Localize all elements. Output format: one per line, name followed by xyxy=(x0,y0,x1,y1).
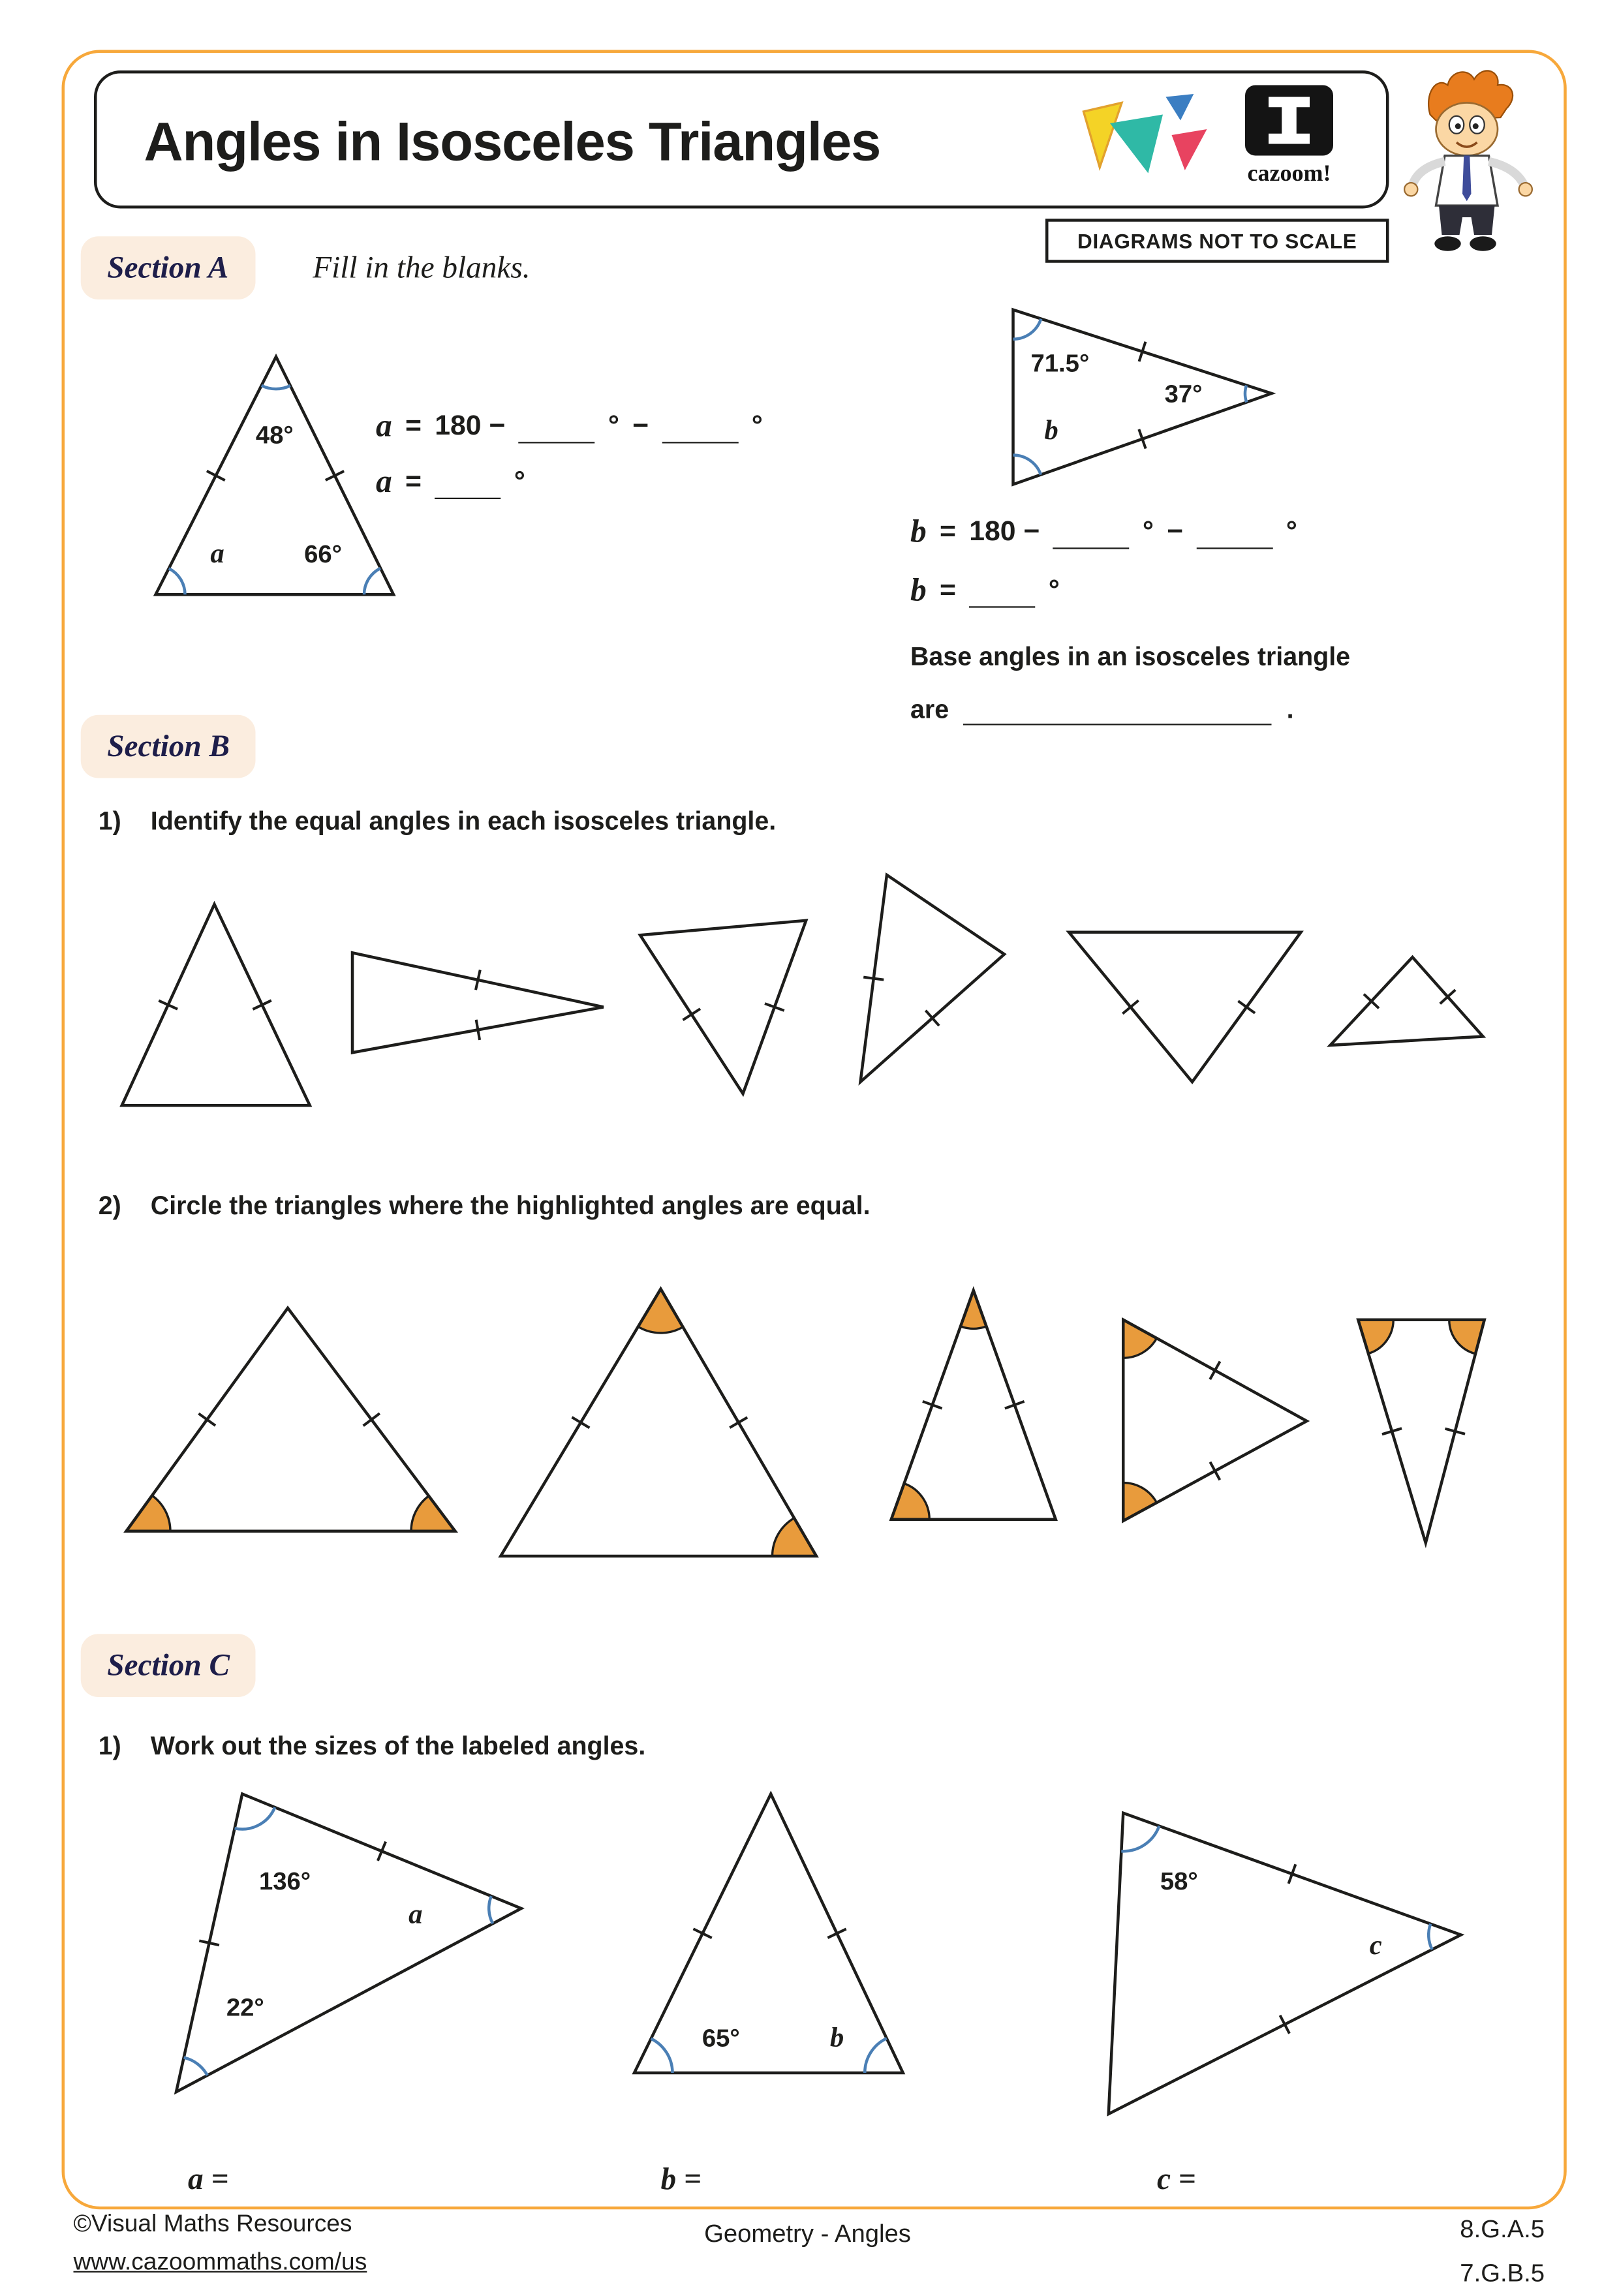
scale-notice-badge: DIAGRAMS NOT TO SCALE xyxy=(1045,219,1389,263)
angle-label: 136° xyxy=(259,1867,311,1895)
section-b-row2-triangles xyxy=(103,1270,1513,1585)
answer-blank xyxy=(519,413,595,444)
angle-arc xyxy=(262,386,290,389)
tick-mark xyxy=(1210,1362,1220,1379)
tick-mark xyxy=(1238,1001,1255,1013)
triangle-outline xyxy=(1358,1320,1485,1543)
mascot-hand-right xyxy=(1519,183,1532,196)
angle-arc xyxy=(865,2038,887,2073)
angle-arc xyxy=(1121,1826,1159,1852)
tick-mark xyxy=(730,1417,747,1428)
blue-triangle-icon xyxy=(1166,94,1194,121)
brand-wordmark: cazoom! xyxy=(1248,160,1331,186)
answer-a: a = xyxy=(188,2161,228,2197)
angle-arc xyxy=(1245,386,1246,403)
angle-label: 58° xyxy=(1160,1867,1198,1895)
angle-label: 65° xyxy=(702,2025,740,2053)
section-a-instruction: Fill in the blanks. xyxy=(313,250,530,286)
cazoom-logo xyxy=(1241,82,1344,191)
degree-sign: ° xyxy=(1286,519,1297,549)
angle-arc xyxy=(489,1896,493,1923)
note-period: . xyxy=(1287,694,1294,725)
answer-b: b = xyxy=(661,2161,702,2197)
equation-a-line2 xyxy=(376,464,525,499)
degree-sign: ° xyxy=(752,413,763,444)
angle-arc xyxy=(184,2058,208,2075)
tick-mark xyxy=(363,1413,380,1426)
var-b: b xyxy=(910,573,927,608)
angle-arc xyxy=(1428,1924,1432,1950)
mascot-shoe-right xyxy=(1470,236,1496,251)
tick-mark xyxy=(1210,1462,1220,1480)
answer-blank xyxy=(662,413,739,444)
triangle-outline xyxy=(156,357,394,595)
triangle-b1-3 xyxy=(640,921,806,1094)
triangle-b1-5 xyxy=(1069,932,1301,1082)
highlighted-angle xyxy=(1123,1320,1156,1358)
angle-arc xyxy=(364,568,380,594)
mascot-tie xyxy=(1462,156,1472,202)
tick-mark xyxy=(1280,2015,1289,2034)
triangle-c2 xyxy=(634,1794,903,2074)
triangle-outline xyxy=(1109,1813,1461,2114)
equals-sign: = xyxy=(940,577,956,608)
red-triangle-icon xyxy=(1172,129,1207,170)
expression: 180 − xyxy=(969,519,1040,549)
tick-mark xyxy=(572,1417,589,1428)
footer-standards xyxy=(1366,2208,1545,2296)
degree-sign: ° xyxy=(1049,577,1060,608)
question-number: 2) xyxy=(99,1191,121,1221)
triangle-outline xyxy=(1069,932,1301,1082)
section-c-question-1 xyxy=(99,1731,646,1762)
equals-sign: = xyxy=(940,519,956,549)
section-b-question-1 xyxy=(99,806,776,836)
footer-copyright: ©Visual Maths Resources xyxy=(74,2211,352,2239)
header-box xyxy=(94,70,1389,209)
triangle-outline xyxy=(1123,1320,1306,1521)
page-title: Angles in Isosceles Triangles xyxy=(144,112,881,174)
question-text: Identify the equal angles in each isosceles triangle. xyxy=(151,806,776,836)
answer-blank xyxy=(969,577,1035,608)
triangle-outline xyxy=(122,904,310,1105)
highlighted-angle xyxy=(773,1518,817,1556)
angle-label: b xyxy=(1044,415,1058,446)
tick-mark xyxy=(198,1414,215,1426)
triangle-b2-4 xyxy=(1123,1320,1306,1521)
triangle-c1 xyxy=(176,1794,521,2092)
mascot-pants xyxy=(1439,206,1495,235)
yellow-triangle-icon xyxy=(1084,103,1122,168)
triangle-b2-1 xyxy=(127,1308,455,1531)
question-text: Work out the sizes of the labeled angles. xyxy=(151,1731,645,1762)
triangle-outline xyxy=(1331,957,1483,1045)
answer-blank xyxy=(1053,519,1130,549)
mascot-shoe-left xyxy=(1434,236,1461,251)
footer-topic: Geometry - Angles xyxy=(587,2220,1028,2249)
triangle-b1-2 xyxy=(352,953,604,1052)
standard-code: 7.G.B.5 xyxy=(1366,2252,1545,2296)
triangle-b2-3 xyxy=(891,1291,1056,1520)
degree-sign: ° xyxy=(608,413,619,444)
tick-mark xyxy=(863,977,884,980)
question-number: 1) xyxy=(99,1731,121,1762)
highlighted-angle xyxy=(1123,1483,1156,1522)
triangle-b2-2 xyxy=(501,1289,816,1557)
section-c-triangles xyxy=(103,1777,1513,2144)
answer-blank xyxy=(435,468,501,499)
section-c-label: Section C xyxy=(81,1634,256,1697)
var-a: a xyxy=(376,408,392,444)
answer-blank xyxy=(1197,519,1273,549)
section-a-triangle-right xyxy=(998,294,1292,499)
section-b-question-2 xyxy=(99,1191,871,1221)
angle-label: b xyxy=(830,2023,844,2053)
triangle-c3 xyxy=(1109,1813,1461,2114)
angle-label: c xyxy=(1370,1930,1382,1961)
tick-mark xyxy=(476,1020,480,1040)
expression: 180 − xyxy=(435,413,505,444)
angle-arc xyxy=(1013,455,1041,475)
answer-c: c = xyxy=(1157,2161,1196,2197)
section-b-row1-triangles xyxy=(103,859,1513,1130)
question-number: 1) xyxy=(99,806,121,836)
triangle-b1-6 xyxy=(1331,957,1483,1045)
triangle-outline xyxy=(127,1308,455,1531)
angle-arc xyxy=(169,568,185,594)
teal-triangle-icon xyxy=(1110,115,1163,174)
triangle-b2-5 xyxy=(1358,1320,1485,1543)
equation-a-line1 xyxy=(376,408,763,444)
angle-label: 71.5° xyxy=(1031,349,1090,377)
angle-label: a xyxy=(210,538,224,569)
angle-label: 48° xyxy=(256,421,294,450)
angle-label: a xyxy=(409,1899,422,1930)
triangle-outline xyxy=(176,1794,521,2092)
equation-b-line1 xyxy=(910,514,1297,549)
angle-arc xyxy=(651,2039,673,2073)
question-text: Circle the triangles where the highlighted angles are equal. xyxy=(151,1191,871,1221)
triangle-outline xyxy=(1013,310,1272,485)
footer-url-link[interactable]: www.cazoommaths.com/us xyxy=(74,2249,367,2277)
equals-sign: = xyxy=(405,413,422,444)
standard-code: 8.G.A.5 xyxy=(1366,2208,1545,2252)
minus-sign: − xyxy=(1167,519,1183,549)
section-b-label: Section B xyxy=(81,715,256,778)
angle-label: 37° xyxy=(1165,380,1203,408)
var-b: b xyxy=(910,514,927,549)
triangle-outline xyxy=(640,921,806,1094)
triangle-b1-4 xyxy=(861,875,1005,1082)
degree-sign: ° xyxy=(514,468,525,499)
mascot-hand-left xyxy=(1404,183,1417,196)
tick-mark xyxy=(683,1009,700,1020)
angle-arc xyxy=(235,1807,275,1829)
note-are: are xyxy=(910,694,949,725)
logo-shapes xyxy=(1078,88,1225,191)
highlighted-angle xyxy=(638,1289,683,1333)
mascot-pupil-left xyxy=(1455,123,1461,129)
mascot-pupil-right xyxy=(1473,123,1479,129)
angle-label: 66° xyxy=(304,540,342,568)
angle-arc xyxy=(1013,319,1041,339)
logo-ibeam-stem xyxy=(1282,104,1297,137)
section-a-label: Section A xyxy=(81,236,255,299)
angle-label: 22° xyxy=(226,1993,264,2021)
triangle-outline xyxy=(352,953,604,1052)
equation-b-line2 xyxy=(910,573,1060,608)
equals-sign: = xyxy=(405,468,422,499)
tick-mark xyxy=(207,471,225,480)
answer-blank xyxy=(964,694,1272,725)
mascot-illustration xyxy=(1398,65,1539,264)
var-a: a xyxy=(376,464,392,499)
base-angles-note-line2 xyxy=(910,694,1294,725)
base-angles-note-line1: Base angles in an isosceles triangle xyxy=(910,641,1350,672)
triangle-outline xyxy=(634,1794,903,2074)
triangle-b1-1 xyxy=(122,904,310,1105)
highlighted-angle xyxy=(961,1291,987,1329)
minus-sign: − xyxy=(632,413,649,444)
degree-sign: ° xyxy=(1143,519,1154,549)
